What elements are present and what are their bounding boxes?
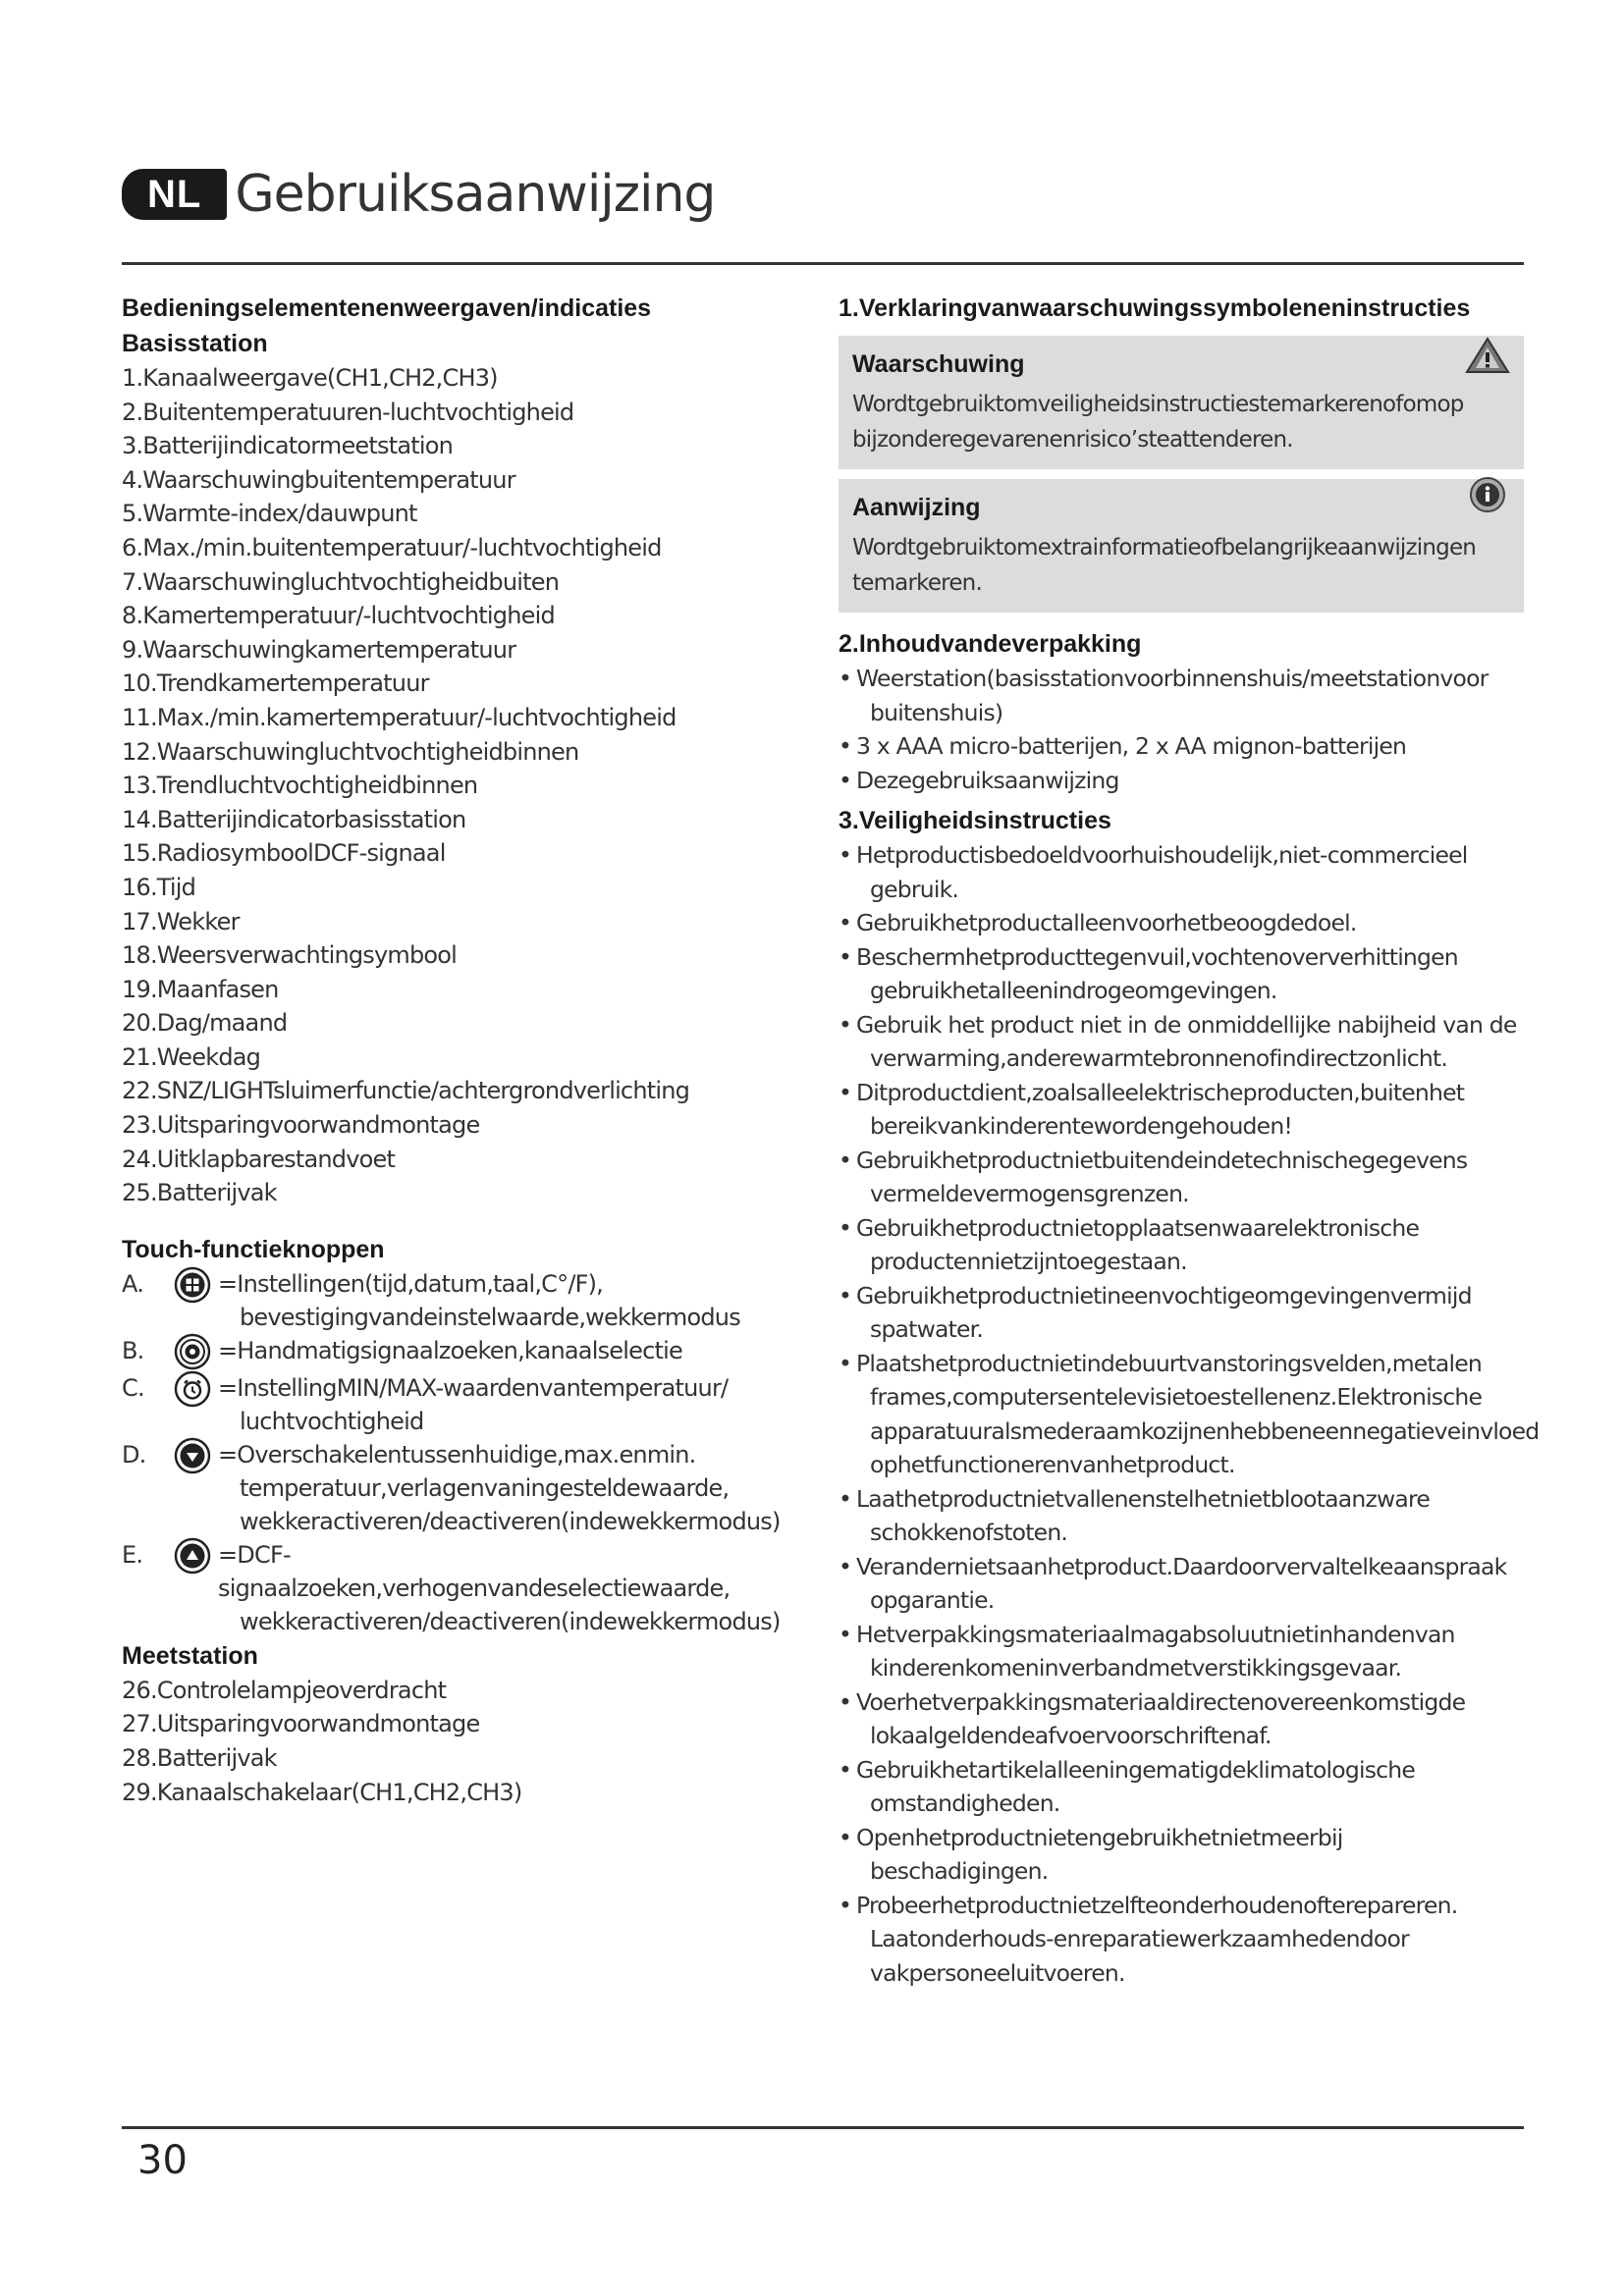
list-item: 23.Uitsparingvoorwandmontage — [122, 1111, 480, 1140]
touch-item-a — [122, 1267, 750, 1334]
list-item: • Weerstation(basisstationvoorbinnenshuis/meetstationvoor buitenshuis) — [839, 665, 1489, 726]
list-item: 4.Waarschuwingbuitentemperatuur — [122, 465, 515, 494]
list-item: 17.Wekker — [122, 907, 240, 935]
list-item: • Laathetproductnietvallenenstelhetnietblootaanzware schokkenofstoten. — [839, 1484, 1431, 1546]
list-item: • Gebruikhetproductnietineenvochtigeomgevingenvermijd spatwater. — [839, 1281, 1472, 1343]
list-item: 21.Weekdag — [122, 1042, 261, 1071]
list-item: 8.Kamertemperatuur/-luchtvochtigheid — [122, 602, 555, 630]
info-icon — [1465, 475, 1510, 514]
list-item: 14.Batterijindicatorbasisstation — [122, 805, 466, 833]
document-title: Gebruiksaanwijzing — [235, 165, 716, 224]
list-item: 19.Maanfasen — [122, 975, 279, 1003]
list-item: 7.Waarschuwingluchtvochtigheidbuiten — [122, 567, 560, 596]
list-item: • Ditproductdient,zoalsalleelektrischeproducten,buitenhet bereikvankinderentewordengehouden! — [839, 1078, 1465, 1140]
touch-description: =DCF-signaalzoeken,verhogenvandeselectiewaarde, — [218, 1540, 731, 1602]
touch-description: =InstellingMIN/MAX-waardenvantemperatuur/ — [218, 1373, 729, 1402]
left-column — [122, 291, 781, 1809]
list-item: 15.RadiosymboolDCF-signaal — [122, 839, 446, 868]
top-divider — [122, 262, 1524, 265]
list-item: 11.Max./min.kamertemperatuur/-luchtvochtigheid — [122, 703, 677, 731]
touch-description: temperatuur,verlagenvaningesteldewaarde, — [240, 1473, 730, 1502]
warning-box — [839, 336, 1524, 469]
list-item: • Gebruikhetproductnietopplaatsenwaarelektronische productennietzijntoegestaan. — [839, 1213, 1420, 1275]
list-item: • 3 x AAA micro-batterijen, 2 x AA mignon-batterijen — [839, 732, 1407, 760]
list-item: • Plaatshetproductnietindebuurtvanstoringsvelden,metalen frames,computersentelevisietoestellenenz.Elektronische apparatuuralsmederaamkozijnenhebbeneennegatieveinvloed ophetfunctionerenvanhetproduct. — [839, 1349, 1540, 1478]
touch-letter: E. — [122, 1540, 143, 1569]
warning-text: bijzonderegevarenenrisico’steattenderen. — [852, 427, 1293, 453]
note-text: Wordtgebruiktomextrainformatieofbelangrijkeaanwijzingen — [852, 535, 1477, 561]
touch-description: =Instellingen(tijd,datum,taal,C°/F), — [218, 1269, 604, 1298]
controls-section-title: Bedieningselementenenweergaven/indicaties — [122, 294, 652, 322]
list-item: • Gebruikhetproductnietbuitendeindetechnischegegevens vermeldevermogensgrenzen. — [839, 1146, 1468, 1207]
signal-search-icon — [173, 1332, 212, 1371]
arrow-down-icon — [173, 1436, 212, 1475]
page-number: 30 — [137, 2138, 188, 2183]
touch-letter: B. — [122, 1336, 144, 1364]
list-item: • Gebruikhetartikelalleeningematigdeklimatologische omstandigheden. — [839, 1755, 1416, 1817]
warning-title: Waarschuwing — [852, 350, 1025, 378]
list-item: 3.Batterijindicatormeetstation — [122, 432, 453, 460]
touch-description: wekkeractiveren/deactiveren(indewekkermodus) — [240, 1507, 781, 1535]
touch-description: =Overschakelentussenhuidige,max.enmin. — [218, 1440, 696, 1468]
list-item: • Dezegebruiksaanwijzing — [839, 766, 1119, 794]
touch-letter: C. — [122, 1373, 144, 1402]
note-text: temarkeren. — [852, 570, 982, 596]
touch-description: luchtvochtigheid — [240, 1407, 424, 1435]
list-item: 18.Weersverwachtingsymbool — [122, 941, 458, 970]
list-item: • Beschermhetproducttegenvuil,vochtenoververhittingen gebruikhetalleenindrogeomgevingen. — [839, 942, 1458, 1004]
list-item: • Probeerhetproductnietzelfteonderhoudenofterepareren. Laatonderhouds-enreparatiewerkzaamhedendoor vakpersoneeluitvoeren. — [839, 1891, 1458, 1987]
list-item: 9.Waarschuwingkamertemperatuur — [122, 635, 516, 664]
list-item: • Hetproductisbedoeldvoorhuishoudelijk,niet-commercieel gebruik. — [839, 841, 1468, 903]
list-item: • Openhetproductnietengebruikhetnietmeerbij beschadigingen. — [839, 1823, 1343, 1885]
list-item: 12.Waarschuwingluchtvochtigheidbinnen — [122, 737, 579, 766]
package-contents-title: 2.Inhoudvandeverpakking — [839, 630, 1142, 658]
list-item: 2.Buitentemperatuuren-luchtvochtigheid — [122, 398, 574, 426]
touch-buttons-title: Touch-functieknoppen — [122, 1235, 385, 1263]
sensor-list — [122, 1674, 750, 1809]
list-item: 1.Kanaalweergave(CH1,CH2,CH3) — [122, 364, 498, 392]
touch-description: bevestigingvandeinstelwaarde,wekkermodus — [240, 1303, 740, 1331]
list-item: 28.Batterijvak — [122, 1744, 277, 1773]
list-item: 13.Trendluchtvochtigheidbinnen — [122, 772, 478, 800]
list-item: • Gebruik het product niet in de onmiddellijke nabijheid van de verwarming,anderewarmtebronnenofindirectzonlicht. — [839, 1010, 1517, 1072]
page-header — [122, 165, 715, 224]
touch-item-e — [122, 1538, 781, 1638]
touch-item-c — [122, 1371, 750, 1438]
symbols-section-title: 1.Verklaringvanwaarschuwingssymboleneninstructies — [839, 294, 1471, 322]
right-column — [839, 291, 1540, 1990]
touch-letter: A. — [122, 1269, 144, 1298]
list-item: 20.Dag/maand — [122, 1009, 288, 1038]
base-station-list — [122, 361, 750, 1210]
safety-instructions-title: 3.Veiligheidsinstructies — [839, 807, 1111, 834]
sensor-title: Meetstation — [122, 1641, 258, 1670]
touch-letter: D. — [122, 1440, 146, 1468]
touch-item-d — [122, 1438, 781, 1538]
list-item: 6.Max./min.buitentemperatuur/-luchtvochtigheid — [122, 533, 662, 561]
list-item: 26.Controlelampjeoverdracht — [122, 1676, 447, 1704]
touch-description: =Handmatigsignaalzoeken,kanaalselectie — [218, 1336, 682, 1364]
list-item: 10.Trendkamertemperatuur — [122, 669, 429, 698]
language-badge: NL — [122, 169, 227, 220]
warning-triangle-icon — [1465, 336, 1510, 375]
list-item: 27.Uitsparingvoorwandmontage — [122, 1710, 480, 1738]
touch-description: wekkeractiveren/deactiveren(indewekkermodus) — [240, 1607, 781, 1635]
warning-text: Wordtgebruiktomveiligheidsinstructiestemarkerenofomop — [852, 392, 1464, 417]
list-item: 29.Kanaalschakelaar(CH1,CH2,CH3) — [122, 1778, 522, 1806]
list-item: • Hetverpakkingsmateriaalmagabsoluutnietinhandenvan kinderenkomeninverbandmetverstikkingsgevaar. — [839, 1620, 1455, 1682]
list-item: 5.Warmte-index/dauwpunt — [122, 500, 417, 528]
list-item: 25.Batterijvak — [122, 1179, 277, 1207]
list-item: • Verandernietsaanhetproduct.Daardoorvervaltelkeaanspraak opgarantie. — [839, 1552, 1507, 1614]
touch-item-b — [122, 1334, 750, 1371]
arrow-up-icon — [173, 1536, 212, 1575]
base-station-title: Basisstation — [122, 330, 268, 357]
note-title: Aanwijzing — [852, 494, 981, 521]
settings-grid-icon — [173, 1265, 212, 1305]
list-item: 22.SNZ/LIGHTsluimerfunctie/achtergrondverlichting — [122, 1077, 690, 1105]
list-item: 24.Uitklapbarestandvoet — [122, 1145, 396, 1173]
note-box — [839, 479, 1524, 613]
list-item: • Gebruikhetproductalleenvoorhetbeoogdedoel. — [839, 909, 1357, 936]
alarm-clock-icon — [173, 1369, 212, 1409]
list-item: • Voerhetverpakkingsmateriaaldirectenovereenkomstigde lokaalgeldendeafvoervoorschriftenaf. — [839, 1687, 1466, 1749]
bottom-divider — [122, 2126, 1524, 2129]
list-item: 16.Tijd — [122, 873, 196, 901]
